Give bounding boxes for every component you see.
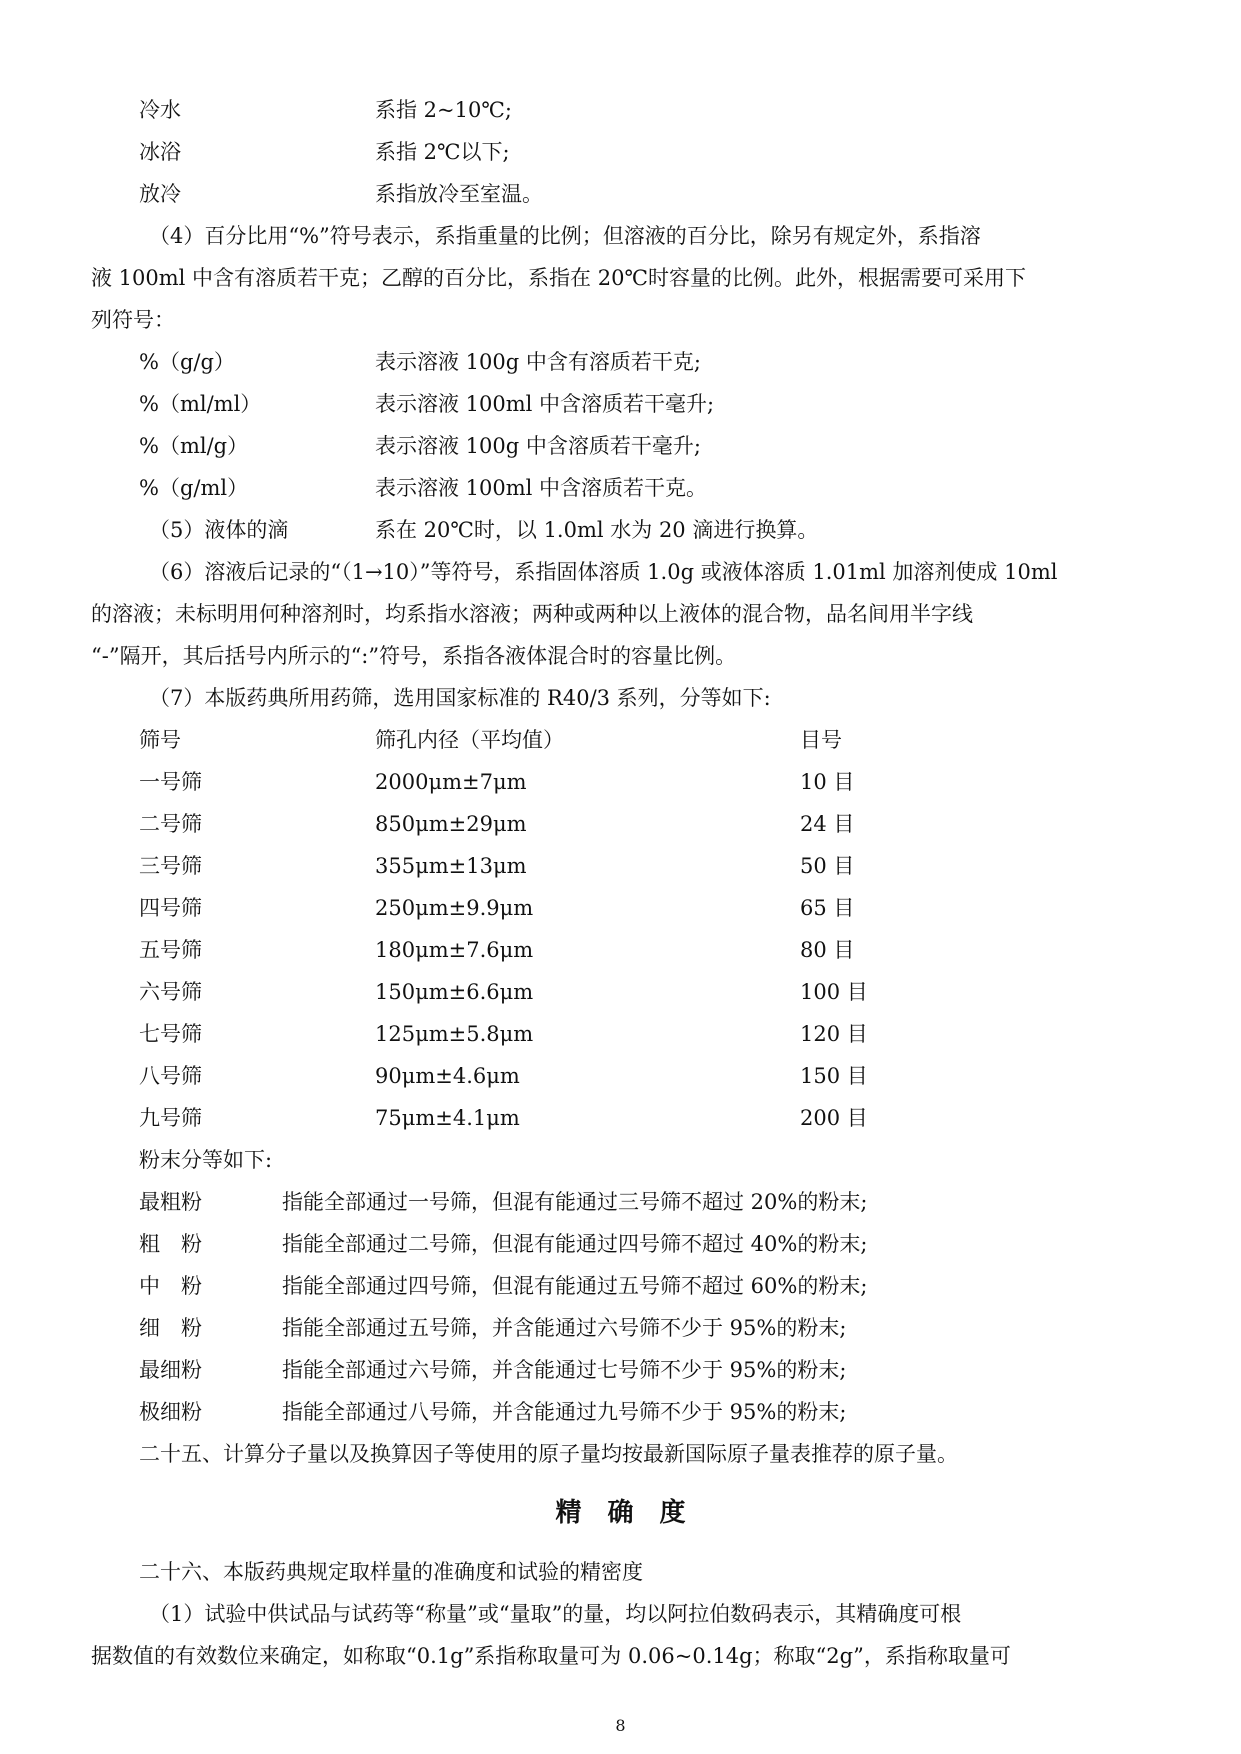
table-cell: 850μm±29μm bbox=[375, 812, 527, 836]
table-cell: 一号筛 bbox=[139, 770, 202, 794]
table-cell: 二号筛 bbox=[139, 812, 202, 836]
table-cell: 八号筛 bbox=[139, 1064, 202, 1088]
percent-symbol: %（ml/g） bbox=[139, 434, 249, 458]
powder-def: 指能全部通过四号筛，但混有能通过五号筛不超过 60%的粉末; bbox=[282, 1274, 868, 1298]
powder-def: 指能全部通过五号筛，并含能通过六号筛不少于 95%的粉末; bbox=[282, 1316, 847, 1340]
percent-def: 表示溶液 100g 中含有溶质若干克; bbox=[375, 350, 701, 374]
para26-line: （1）试验中供试品与试药等“称量”或“量取”的量，均以阿拉伯数码表示，其精确度可根 bbox=[149, 1602, 962, 1626]
temp-term: 冰浴 bbox=[139, 140, 181, 164]
table-cell: 150μm±6.6μm bbox=[375, 980, 534, 1004]
para6-line: （6）溶液后记录的“（1→10）”等符号，系指固体溶质 1.0g 或液体溶质 1.01ml 加溶剂使成 10ml bbox=[149, 560, 1058, 584]
table-cell: 24 目 bbox=[800, 812, 855, 836]
percent-symbol: %（g/g） bbox=[139, 350, 235, 374]
para6-line: 的溶液；未标明用何种溶剂时，均系指水溶液；两种或两种以上液体的混合物，品名间用半字线 bbox=[91, 602, 973, 626]
table-cell: 150 目 bbox=[800, 1064, 868, 1088]
para5-def: 系在 20℃时，以 1.0ml 水为 20 滴进行换算。 bbox=[375, 518, 819, 542]
table-cell: 250μm±9.9μm bbox=[375, 896, 534, 920]
powder-term: 最粗粉 bbox=[139, 1190, 202, 1214]
temp-def: 系指 2℃以下; bbox=[375, 140, 510, 164]
percent-def: 表示溶液 100ml 中含溶质若干毫升; bbox=[375, 392, 715, 416]
table-cell: 四号筛 bbox=[139, 896, 202, 920]
table-cell: 120 目 bbox=[800, 1022, 868, 1046]
temp-term: 冷水 bbox=[139, 98, 181, 122]
table-cell: 九号筛 bbox=[139, 1106, 202, 1130]
table-cell: 80 目 bbox=[800, 938, 855, 962]
powder-term: 中 粉 bbox=[139, 1274, 202, 1298]
table-cell: 50 目 bbox=[800, 854, 855, 878]
para4-line: 列符号： bbox=[91, 308, 175, 332]
powder-term: 极细粉 bbox=[139, 1400, 202, 1424]
table-cell: 10 目 bbox=[800, 770, 855, 794]
item26-line: 二十六、本版药典规定取样量的准确度和试验的精密度 bbox=[139, 1560, 643, 1584]
powder-def: 指能全部通过六号筛，并含能通过七号筛不少于 95%的粉末; bbox=[282, 1358, 847, 1382]
table-cell: 180μm±7.6μm bbox=[375, 938, 534, 962]
table-cell: 2000μm±7μm bbox=[375, 770, 527, 794]
table-cell: 七号筛 bbox=[139, 1022, 202, 1046]
para4-line: 液 100ml 中含有溶质若干克；乙醇的百分比，系指在 20℃时容量的比例。此外，根据需要可采用下 bbox=[91, 266, 1026, 290]
para4-line: （4）百分比用“%”符号表示，系指重量的比例；但溶液的百分比，除另有规定外，系指溶 bbox=[149, 224, 981, 248]
temp-def: 系指 2~10℃; bbox=[375, 98, 512, 122]
table-header: 筛孔内径（平均值） bbox=[375, 728, 564, 752]
table-cell: 200 目 bbox=[800, 1106, 868, 1130]
powder-def: 指能全部通过八号筛，并含能通过九号筛不少于 95%的粉末; bbox=[282, 1400, 847, 1424]
table-cell: 六号筛 bbox=[139, 980, 202, 1004]
powder-term: 细 粉 bbox=[139, 1316, 202, 1340]
table-cell: 125μm±5.8μm bbox=[375, 1022, 534, 1046]
temp-term: 放冷 bbox=[139, 182, 181, 206]
item25-line: 二十五、计算分子量以及换算因子等使用的原子量均按最新国际原子量表推荐的原子量。 bbox=[139, 1442, 958, 1466]
para7-line: （7）本版药典所用药筛，选用国家标准的 R40/3 系列，分等如下: bbox=[149, 686, 771, 710]
table-cell: 355μm±13μm bbox=[375, 854, 527, 878]
powder-term: 最细粉 bbox=[139, 1358, 202, 1382]
page-number: 8 bbox=[615, 1716, 626, 1735]
percent-symbol: %（g/ml） bbox=[139, 476, 249, 500]
table-cell: 90μm±4.6μm bbox=[375, 1064, 520, 1088]
percent-def: 表示溶液 100ml 中含溶质若干克。 bbox=[375, 476, 708, 500]
percent-symbol: %（ml/ml） bbox=[139, 392, 262, 416]
section-heading: 精 确 度 bbox=[555, 1498, 686, 1528]
table-header: 目号 bbox=[800, 728, 842, 752]
percent-def: 表示溶液 100g 中含溶质若干毫升; bbox=[375, 434, 701, 458]
powder-def: 指能全部通过二号筛，但混有能通过四号筛不超过 40%的粉末; bbox=[282, 1232, 868, 1256]
table-cell: 三号筛 bbox=[139, 854, 202, 878]
para6-line: “-”隔开，其后括号内所示的“:”符号，系指各液体混合时的容量比例。 bbox=[91, 644, 737, 668]
para26-line: 据数值的有效数位来确定，如称取“0.1g”系指称取量可为 0.06~0.14g；称取“2g”，系指称取量可 bbox=[91, 1644, 1011, 1668]
table-cell: 100 目 bbox=[800, 980, 868, 1004]
powder-intro: 粉末分等如下: bbox=[139, 1148, 273, 1172]
para5-term: （5）液体的滴 bbox=[149, 518, 289, 542]
temp-def: 系指放冷至室温。 bbox=[375, 182, 543, 206]
powder-term: 粗 粉 bbox=[139, 1232, 202, 1256]
powder-def: 指能全部通过一号筛，但混有能通过三号筛不超过 20%的粉末; bbox=[282, 1190, 868, 1214]
table-cell: 65 目 bbox=[800, 896, 855, 920]
table-cell: 75μm±4.1μm bbox=[375, 1106, 520, 1130]
table-cell: 五号筛 bbox=[139, 938, 202, 962]
table-header: 筛号 bbox=[139, 728, 181, 752]
